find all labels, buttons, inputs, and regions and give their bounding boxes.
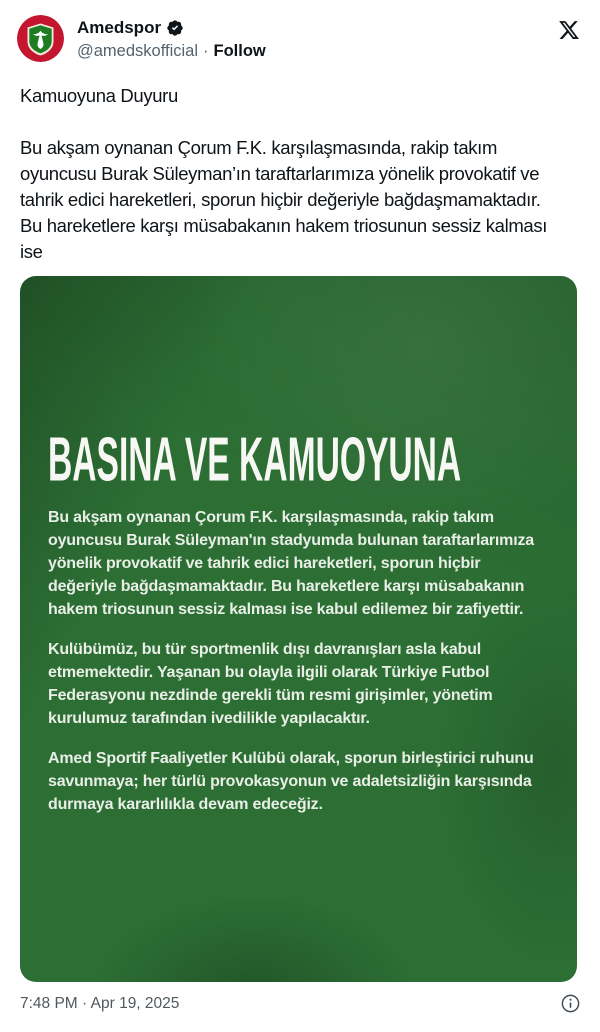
info-icon[interactable] bbox=[561, 994, 580, 1013]
x-logo-icon[interactable] bbox=[558, 19, 580, 41]
tweet-intro-line: Kamuoyuna Duyuru bbox=[20, 85, 178, 106]
media-paragraph: Amed Sportif Faaliyetler Kulübü olarak, sporun birleştirici ruhunu savunmaya; her türlü provokasyonun ve adaletsizliğin karşısında durmaya kararlılıkla devam edeceğiz. bbox=[48, 750, 534, 813]
tweet-text bbox=[0, 62, 576, 265]
timestamp[interactable]: 7:48 PM · Apr 19, 2025 bbox=[20, 994, 180, 1012]
follow-button[interactable]: Follow bbox=[213, 42, 266, 60]
handle[interactable]: @amedskofficial bbox=[77, 42, 198, 60]
media-paragraph: Bu akşam oynanan Çorum F.K. karşılaşmasında, rakip takım oyuncusu Burak Süleyman'ın stadyumda bulunan taraftarlarımıza yönelik provokatif ve tahrik edici hareketleri, sporun hiçbir değeriyle bağdaşmamaktadır. Bu hareketlere karşı müsabakanın hakem triosunun sessiz kalması ise kabul edilemez bir zafiyettir. bbox=[48, 509, 534, 618]
media-headline: BASINA VE KAMUOYUNA bbox=[48, 424, 462, 494]
tweet-footer bbox=[0, 994, 600, 1013]
tweet-media-image[interactable] bbox=[20, 276, 577, 982]
avatar[interactable] bbox=[17, 15, 64, 62]
media-statement-text bbox=[48, 506, 548, 833]
club-crest-avatar bbox=[17, 15, 64, 62]
separator-dot: · bbox=[203, 42, 209, 60]
tweet-body-text: Bu akşam oynanan Çorum F.K. karşılaşmasında, rakip takım oyuncusu Burak Süleyman’ın taraftarlarımıza yönelik provokatif ve tahrik edici hareketleri, sporun hiçbir değeriyle bağdaşmamaktadır. Bu hareketlere karşı müsabakanın hakem triosunun sessiz kalması ise bbox=[20, 137, 548, 262]
tweet-header bbox=[0, 0, 600, 62]
author-block bbox=[77, 15, 558, 61]
media-paragraph: Kulübümüz, bu tür sportmenlik dışı davranışları asla kabul etmemektedir. Yaşanan bu olayla ilgili olarak Türkiye Futbol Federasyonu nezdinde gerekli tüm resmi girişimler, yönetim kurulumuz tarafından ivedilikle yapılacaktır. bbox=[48, 641, 493, 727]
verified-badge-icon bbox=[166, 19, 184, 37]
display-name[interactable]: Amedspor bbox=[77, 18, 162, 37]
